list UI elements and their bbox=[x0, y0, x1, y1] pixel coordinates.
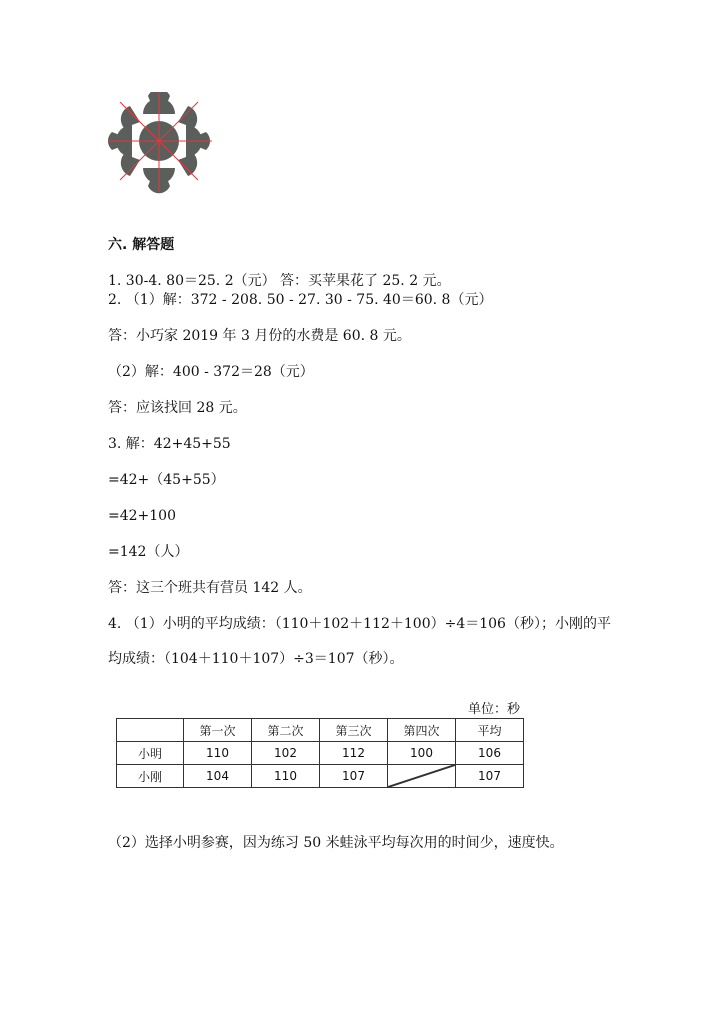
answer-2-2-calc: （2）解：400 - 372＝28（元） bbox=[108, 364, 314, 380]
answer-4-1-line1: 4. （1）小明的平均成绩：（110＋102＋112＋100）÷4＝106（秒）；小刚的平 bbox=[108, 616, 611, 632]
table-unit-label: 单位：秒 bbox=[468, 702, 521, 717]
table-cell: 100 bbox=[388, 742, 456, 765]
table-row bbox=[117, 765, 524, 788]
table-header-cell: 第二次 bbox=[252, 719, 320, 742]
table-header-cell: 第四次 bbox=[388, 719, 456, 742]
answer-2-2-reply: 答：应该找回 28 元。 bbox=[108, 400, 247, 416]
empty-diagonal-cell bbox=[388, 765, 456, 788]
table-cell: 102 bbox=[252, 742, 320, 765]
answer-4-1-line2: 均成绩：（104＋110＋107）÷3＝107（秒）。 bbox=[108, 651, 404, 667]
answer-4-2: （2）选择小明参赛，因为练习 50 米蛙泳平均每次用的时间少，速度快。 bbox=[108, 835, 564, 851]
answer-3-reply: 答：这三个班共有营员 142 人。 bbox=[108, 580, 312, 596]
table-cell: 104 bbox=[184, 765, 252, 788]
answer-2-1-calc: 2. （1）解：372 - 208. 50 - 27. 30 - 75. 40＝60. 8（元） bbox=[108, 292, 493, 308]
table-header-cell bbox=[117, 719, 184, 742]
answer-1: 1. 30-4. 80＝25. 2（元） 答：买苹果花了 25. 2 元。 bbox=[108, 273, 451, 289]
symmetric-flower-figure bbox=[106, 92, 218, 194]
table-header-row bbox=[117, 719, 524, 742]
answer-3-step2: =42+（45+55） bbox=[108, 472, 225, 488]
row-label: 小明 bbox=[117, 742, 184, 765]
table-cell: 107 bbox=[320, 765, 388, 788]
answer-3-step4: =142（人） bbox=[108, 544, 189, 560]
table-cell: 107 bbox=[456, 765, 524, 788]
table-row bbox=[117, 742, 524, 765]
table-header-cell: 平均 bbox=[456, 719, 524, 742]
answer-3-step3: =42+100 bbox=[108, 508, 176, 524]
table-header-cell: 第一次 bbox=[184, 719, 252, 742]
answer-3-step1: 3. 解：42+45+55 bbox=[108, 436, 231, 452]
section-title: 六. 解答题 bbox=[108, 237, 175, 253]
answer-2-1-reply: 答：小巧家 2019 年 3 月份的水费是 60. 8 元。 bbox=[108, 328, 411, 344]
table-cell: 110 bbox=[252, 765, 320, 788]
table-cell: 110 bbox=[184, 742, 252, 765]
score-table bbox=[116, 718, 524, 788]
table-cell: 106 bbox=[456, 742, 524, 765]
row-label: 小刚 bbox=[117, 765, 184, 788]
table-header-cell: 第三次 bbox=[320, 719, 388, 742]
table-cell: 112 bbox=[320, 742, 388, 765]
diagonal-slash bbox=[388, 765, 455, 787]
